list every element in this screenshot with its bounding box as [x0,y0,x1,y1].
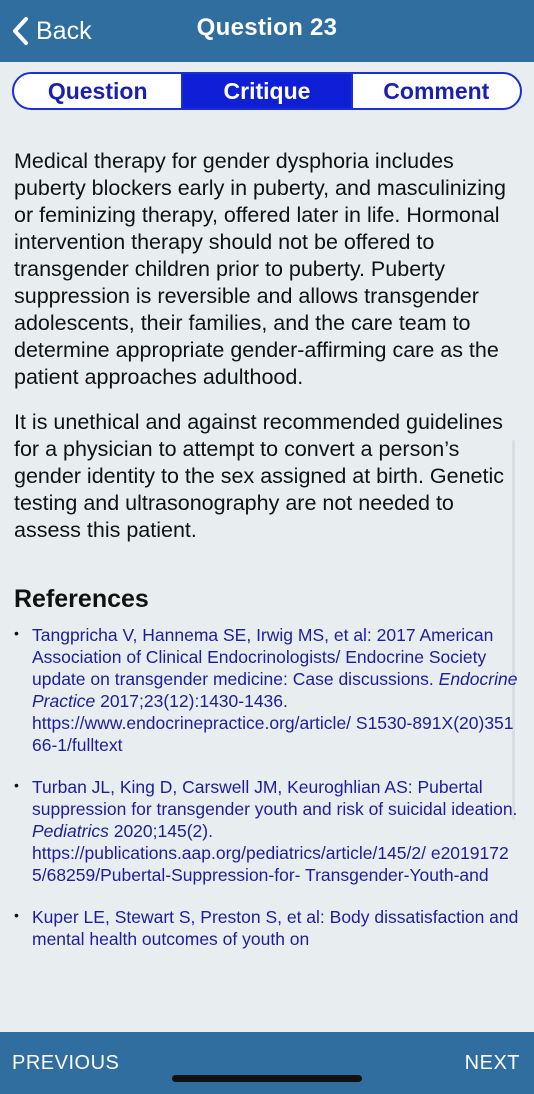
tab-critique[interactable]: Critique [181,74,350,108]
reference-text: Kuper LE, Stewart S, Preston S, et al: Body dissatisfaction and mental health outcomes of youth on [32,907,519,949]
critique-paragraph: Medical therapy for gender dysphoria includes puberty blockers early in puberty, and masculinizing or feminizing therapy, offered later in life. Hormonal intervention therapy should not be offered to transgender children prior to puberty. Puberty suppression is reversible and allows transgender adolescents, their families, and the care team to determine appropriate gender-affirming care as the patient approaches adulthood. [14,149,506,389]
tab-question[interactable]: Question [47,77,148,104]
reference-item[interactable] [14,906,520,950]
references-heading: References [14,585,149,613]
reference-citation: 2020;145(2). [113,821,213,841]
segmented-control [12,72,522,110]
top-navigation-bar [0,0,534,62]
reference-text: Turban JL, King D, Carswell JM, Keuroghlian AS: Pubertal suppression for transgender youth and risk of suicidal ideation. [32,777,518,819]
bullet-icon: • [14,625,19,641]
back-label: Back [36,16,92,45]
reference-link[interactable]: https://publications.aap.org/pediatrics/article/145/2/ e20191725/68259/Pubertal-Suppression-for- Transgender-Youth-and [32,843,509,885]
reference-item[interactable] [14,624,520,756]
references-list [14,624,520,950]
bullet-icon: • [14,907,19,923]
reference-link[interactable]: https://www.endocrinepractice.org/article/ S1530-891X(20)35166-1/fulltext [32,713,514,755]
home-indicator[interactable] [172,1075,362,1082]
tab-comment[interactable]: Comment [351,74,520,108]
next-button[interactable]: NEXT [464,1052,520,1074]
critique-content [14,148,520,970]
reference-text: Tangpricha V, Hannema SE, Irwig MS, et al: 2017 American Association of Clinical Endocrinologists/ Endocrine Society update on transgender medicine: Case discussions. [32,625,494,689]
reference-citation: 2017;23(12):1430-1436. [100,691,288,711]
bottom-navigation-bar [0,1032,534,1094]
page-title: Question 23 [196,14,338,41]
reference-journal: Endocrine Practice [32,669,518,711]
previous-button[interactable]: PREVIOUS [12,1052,120,1074]
bullet-icon: • [14,777,19,793]
critique-paragraph: It is unethical and against recommended guidelines for a physician to attempt to convert a person’s gender identity to the sex assigned at birth. Genetic testing and ultrasonography are not needed to assess this patient. [14,410,505,542]
reference-journal: Pediatrics [32,821,109,841]
reference-item[interactable] [14,776,520,886]
critique-scroll-area[interactable] [0,148,534,1004]
